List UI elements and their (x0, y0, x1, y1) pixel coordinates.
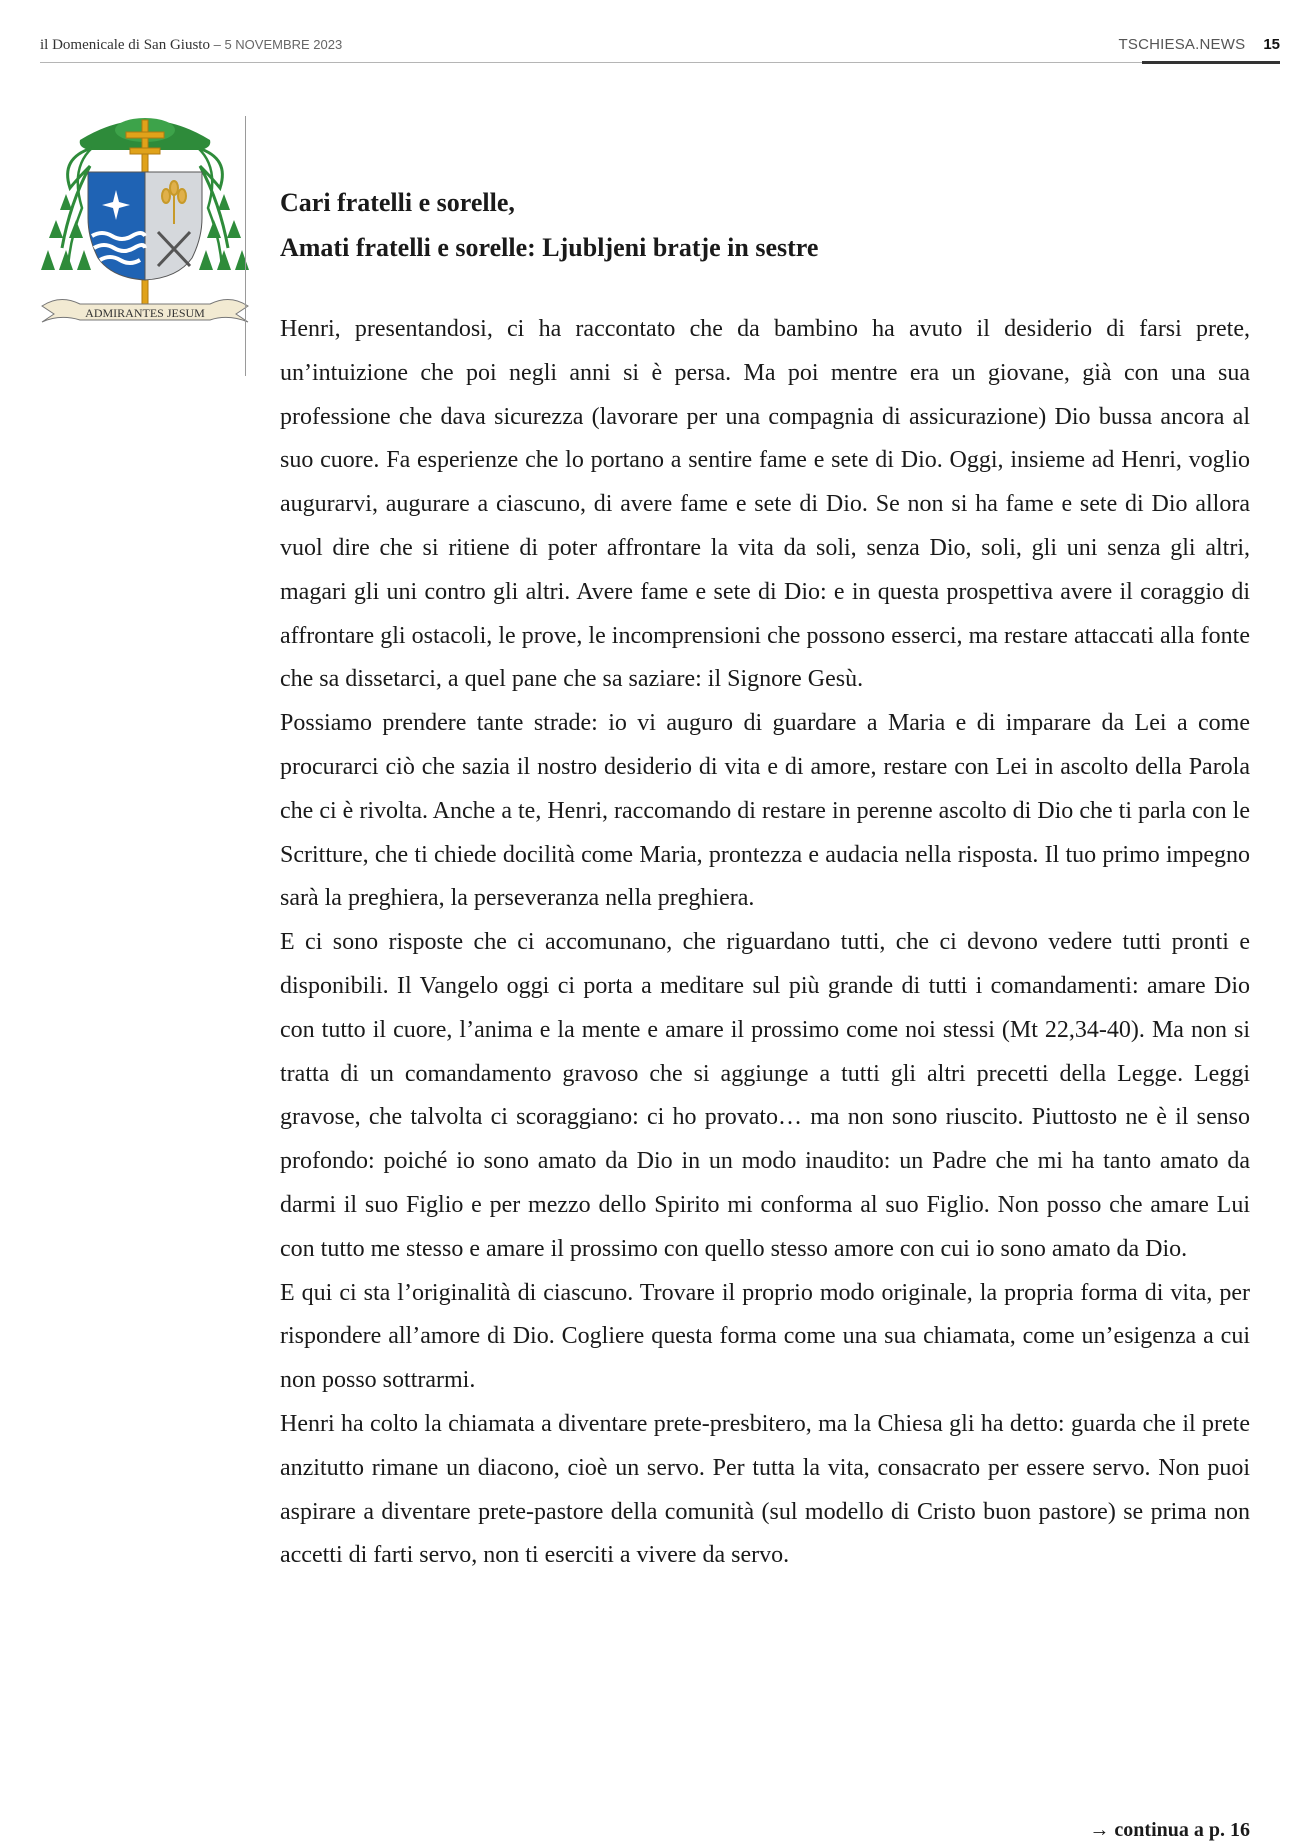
greeting-line-1: Cari fratelli e sorelle, (280, 188, 515, 217)
paragraph: E qui ci sta l’originalità di ciascuno. Trovare il proprio modo originale, la propria forma di vita, per rispondere all’amore di Dio. Cogliere questa forma come una sua chiamata, come un’esigenza a cui non posso sottrarmi. (280, 1279, 1250, 1394)
crest-divider (245, 116, 246, 376)
coat-of-arms (40, 108, 250, 388)
site-name: TSCHIESA.NEWS (1118, 36, 1246, 53)
paragraph: Henri, presentandosi, ci ha raccontato che da bambino ha avuto il desiderio di farsi prete, un’intuizione che poi negli anni si è persa. Ma poi mentre era un giovane, già con una sua professione che dava sicurezza (lavorare per una compagnia di assicurazione) Dio bussa ancora al suo cuore. Fa esperienze che lo portano a sentire fame e sete di Dio. Oggi, insieme ad Henri, voglio augurarvi, augurare a ciascuno, di avere fame e sete di Dio. Se non si ha fame e sete di Dio allora vuol dire che si ritiene di poter affrontare la vita da soli, senza Dio, soli, gli uni senza gli altri, magari gli uni contro gli altri. Avere fame e sete di Dio: e in questa prospettiva avere il coraggio di affrontare gli ostacoli, le prove, le incomprensioni che possono esserci, ma restare attaccati alla fonte che sa dissetarci, a quel pane che sa saziare: il Signore Gesù. (280, 316, 1250, 693)
publication-line (40, 37, 342, 54)
publication-name: il Domenicale di San Giusto (40, 37, 210, 53)
header-rule (40, 62, 1280, 63)
shield-icon (88, 172, 202, 280)
page-header (40, 34, 1280, 60)
paragraph: Henri ha colto la chiamata a diventare prete-presbitero, ma la Chiesa gli ha detto: guarda che il prete anzitutto rimane un diacono, cioè un servo. Per tutta la vita, consacrato per essere servo. Non puoi aspirare a diventare prete-pastore della comunità (sul modello di Cristo buon pastore) se prima non accetti di farti servo, non ti eserciti a vivere da servo. (280, 1410, 1250, 1569)
greeting-line-2: Amati fratelli e sorelle: Ljubljeni bratje in sestre (280, 233, 819, 262)
page-number: 15 (1263, 36, 1280, 53)
continuation-link[interactable]: → continua a p. 16 (1089, 1819, 1250, 1841)
issue-date: – 5 NOVEMBRE 2023 (209, 37, 343, 52)
paragraph: E ci sono risposte che ci accomunano, che riguardano tutti, che ci devono vedere tutti pronti e disponibili. Il Vangelo oggi ci porta a meditare sul più grande di tutti i comandamenti: amare Dio con tutto il cuore, l’anima e la mente e amare il prossimo come noi stessi (Mt 22,34-40). Ma non si tratta di un comandamento gravoso che si aggiunge a tutti gli altri precetti della Legge. Leggi gravose, che talvolta ci scoraggiano: ci ho provato… ma non sono riuscito. Piuttosto ne è il senso profondo: poiché io sono amato da Dio in un modo inaudito: un Padre che mi ha tanto amato da darmi il suo Figlio e per mezzo dello Spirito mi conforma al suo Figlio. Non posso che amare Lui con tutto me stesso e amare il prossimo con quello stesso amore con cui io sono amato da Dio. (280, 929, 1250, 1262)
article-body (280, 308, 1250, 1578)
paragraph: Possiamo prendere tante strade: io vi auguro di guardare a Maria e di imparare da Lei a come procurarci ciò che sazia il nostro desiderio di vita e di amore, restare con Lei in ascolto della Parola che ci è rivolta. Anche a te, Henri, raccomando di restare in perenne ascolto di Dio che ti parla con le Scritture, che ti chiede docilità come Maria, prontezza e audacia nella risposta. Il tuo primo impegno sarà la preghiera, la perseveranza nella preghiera. (280, 710, 1250, 912)
header-rule-accent (1142, 61, 1280, 64)
motto-text: ADMIRANTES JESUM (85, 306, 205, 320)
article (280, 180, 1250, 1578)
header-right (1119, 36, 1280, 53)
